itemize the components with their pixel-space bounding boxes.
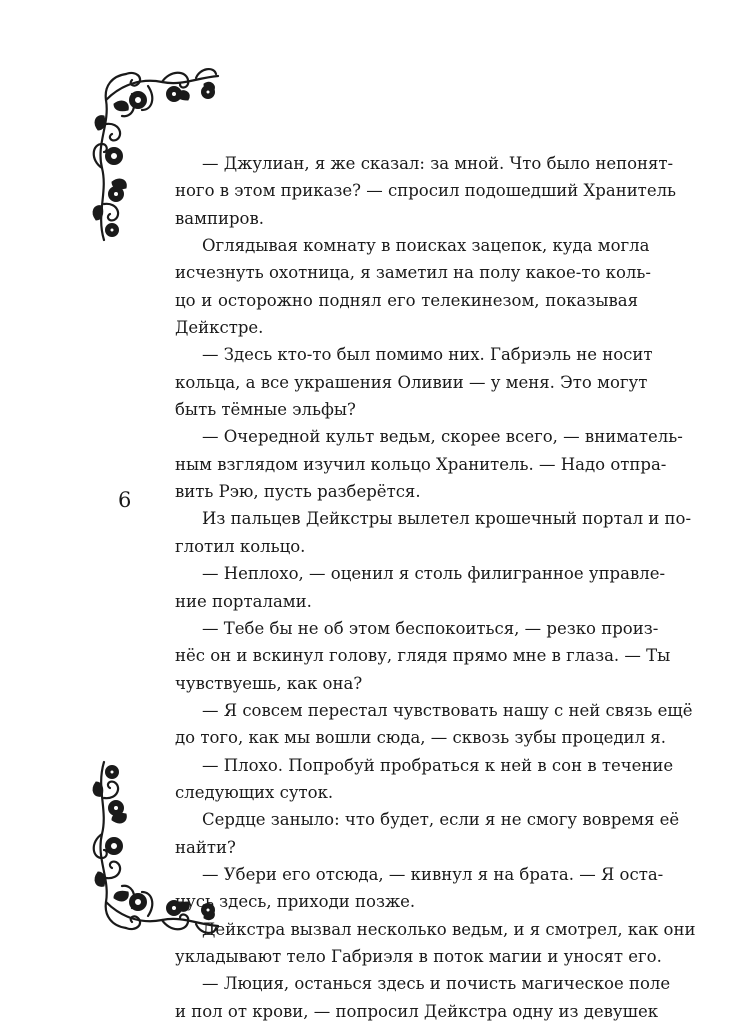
text-line: нёс он и вскинул голову, глядя прямо мне в глаза. — Ты <box>175 646 671 666</box>
text-line: Сердце заныло: что будет, если я не смогу вовремя её <box>202 810 680 830</box>
text-line: — Неплохо, — оценил я столь филигранное управле- <box>202 564 666 584</box>
text-line: быть тёмные эльфы? <box>175 400 356 420</box>
body-text <box>175 150 696 1025</box>
text-line: — Джулиан, я же сказал: за мной. Что было непонят- <box>202 154 674 173</box>
text-line: укладывают тело Габриэля в поток магии и уносят его. <box>175 946 662 966</box>
text-line: — Люция, останься здесь и почисть магическое поле <box>202 974 671 994</box>
text-line: ным взглядом изучил кольцо Хранитель. — Надо отпра- <box>175 454 667 474</box>
text-line: ного в этом приказе? — спросил подошедший Хранитель <box>175 181 677 201</box>
text-line: чувствуешь, как она? <box>175 673 363 693</box>
text-line: глотил кольцо. <box>175 536 306 556</box>
text-line: — Здесь кто-то был помимо них. Габриэль не носит <box>202 345 653 365</box>
text-line: — Очередной культ ведьм, скорее всего, — вниматель- <box>202 427 683 447</box>
text-line: кольца, а все украшения Оливии — у меня. Это могут <box>175 372 648 392</box>
text-line: вампиров. <box>175 208 264 228</box>
text-line: следующих суток. <box>175 782 334 802</box>
text-line: нусь здесь, приходи позже. <box>175 892 416 912</box>
text-line: Оглядывая комнату в поисках зацепок, куда могла <box>202 236 650 256</box>
text-line: и пол от крови, — попросил Дейкстра одну из девушек <box>175 1001 659 1021</box>
text-line: — Плохо. Попробуй пробраться к ней в сон в течение <box>202 755 674 775</box>
text-line: вить Рэю, пусть разберётся. <box>175 482 421 502</box>
text-line: — Я совсем перестал чувствовать нашу с ней связь ещё <box>202 700 693 720</box>
page-number: 6 <box>118 488 132 512</box>
text-line: найти? <box>175 837 236 857</box>
text-line: до того, как мы вошли сюда, — сквозь зубы процедил я. <box>175 728 666 748</box>
text-line: Дейкстра вызвал несколько ведьм, и я смотрел, как они <box>202 919 696 939</box>
text-line: — Убери его отсюда, — кивнул я на брата. — Я остa- <box>202 864 664 884</box>
text-line: цо и осторожно поднял его телекинезом, показывая <box>175 290 638 310</box>
text-line: Из пальцев Дейкстры вылетел крошечный портал и по- <box>202 509 692 529</box>
text-line: — Тебе бы не об этом беспокоиться, — резко произ- <box>202 618 659 638</box>
text-line: Дейкстре. <box>175 318 264 338</box>
text-line: ние порталами. <box>175 591 312 611</box>
text-line: исчезнуть охотница, я заметил на полу какое-то коль- <box>175 263 651 283</box>
